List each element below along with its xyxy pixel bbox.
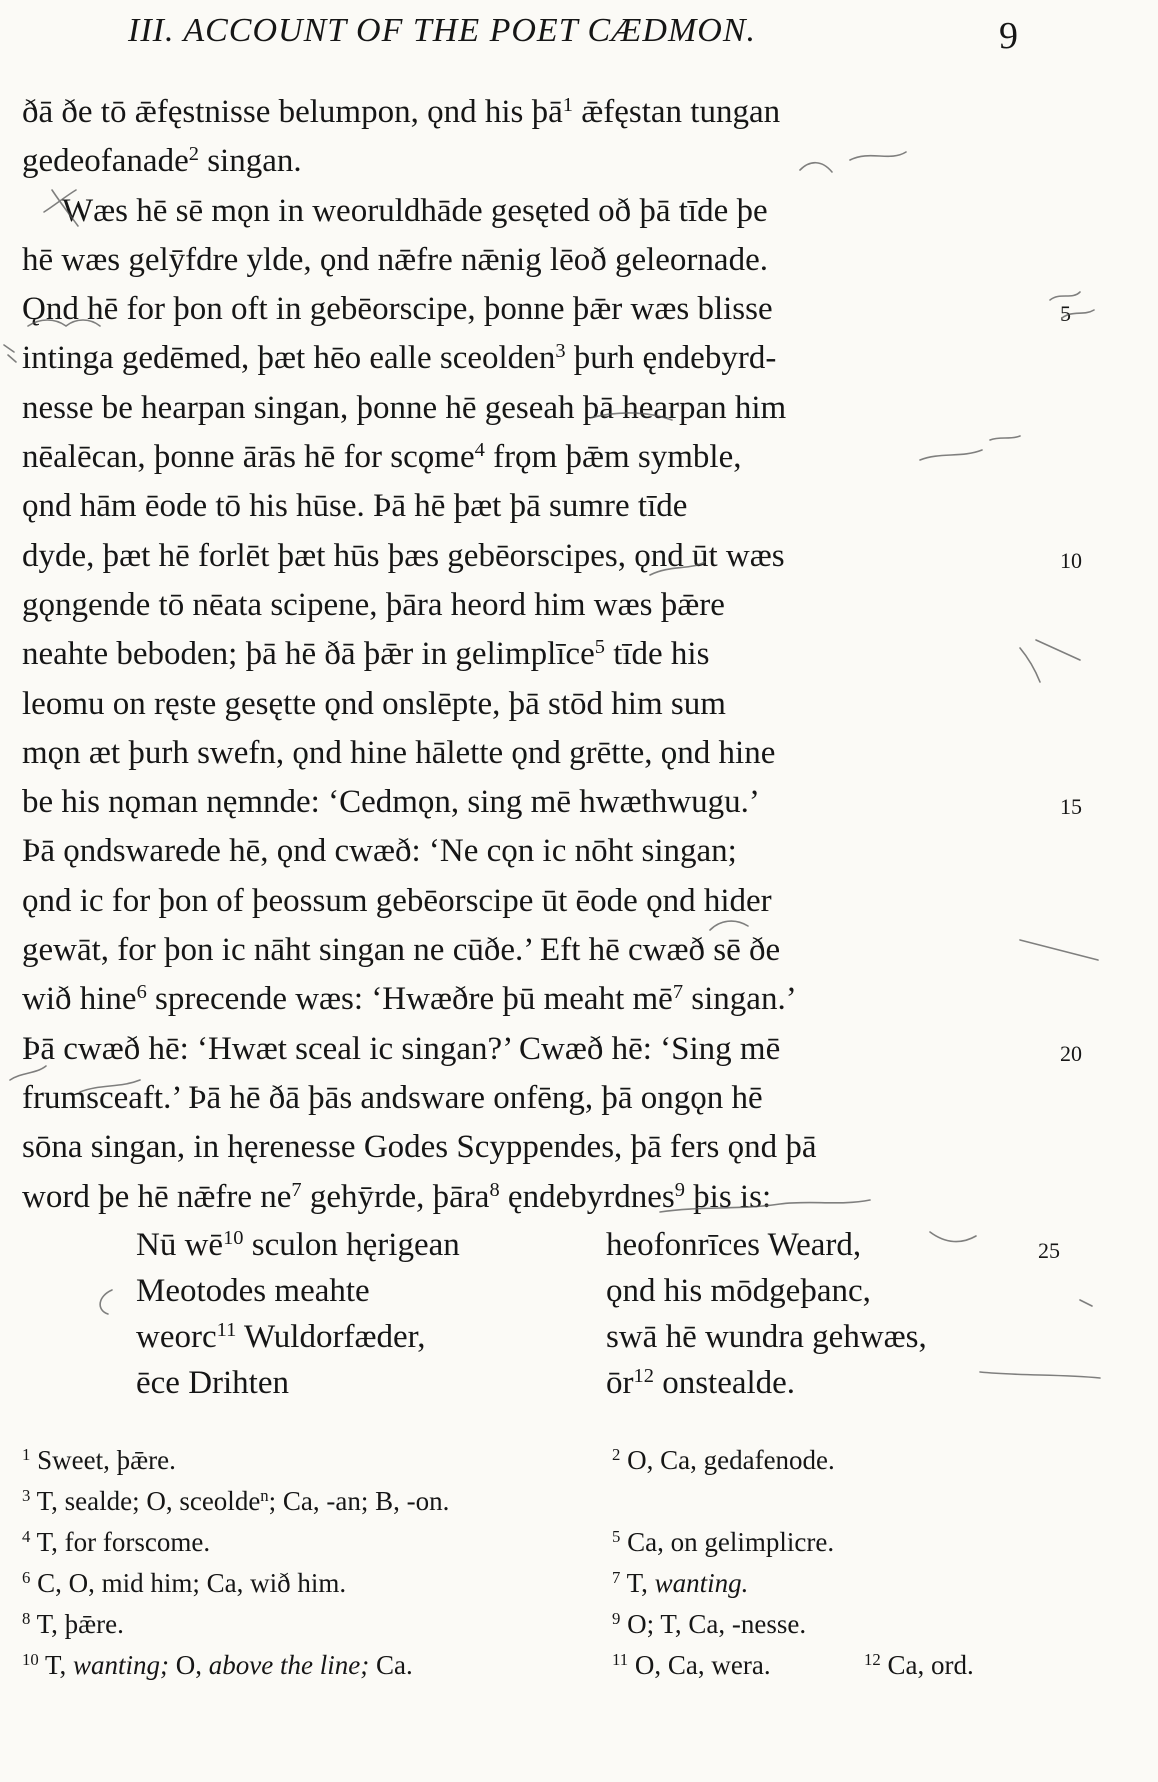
prose-line <box>22 926 1022 975</box>
footnote-row <box>22 1522 1032 1563</box>
prose-line <box>22 187 1022 236</box>
prose-line <box>22 236 1022 285</box>
line-number: 10 <box>1060 547 1082 573</box>
footnote-row <box>22 1645 1032 1686</box>
prose-line-text: frumsceaft.’ Þā hē ðā þās andsware onfēng, þā ongǫn hē <box>22 1079 763 1116</box>
footnote-row <box>22 1563 1032 1604</box>
prose-line <box>22 285 1071 334</box>
prose-line-text: Wæs hē sē mǫn in weoruldhāde gesęted oð þā tīde þe <box>62 192 768 229</box>
prose-line <box>22 384 1022 433</box>
footnote-row <box>22 1481 1032 1522</box>
footnote: $^{12}$ Ca, ord. <box>864 1649 974 1680</box>
footnote: $^9$ O; T, Ca, -nesse. <box>612 1608 807 1639</box>
footnote: $^{10}$ T, wanting; O, above the line; Ca. <box>22 1649 413 1680</box>
prose-line <box>22 975 1022 1024</box>
caedmons-hymn <box>136 1222 1060 1406</box>
footnote: $^1$ Sweet, þǣre. <box>22 1444 176 1475</box>
prose-line-text: dyde, þæt hē forlēt þæt hūs þæs gebēorscipes, ǫnd ūt wæs <box>22 537 785 574</box>
page-header <box>128 6 1028 58</box>
pencil-mark <box>1020 648 1040 682</box>
prose-line-text: mǫn æt þurh swefn, ǫnd hine hālette ǫnd grētte, ǫnd hine <box>22 734 776 771</box>
verse-half-line-a: Meotodes meahte <box>136 1273 370 1309</box>
line-number: 5 <box>1060 301 1071 327</box>
footnote: $^7$ T, wanting. <box>612 1567 749 1598</box>
pencil-mark <box>1050 292 1094 318</box>
footnote: $^3$ T, sealde; O, sceolde$^n$; Ca, -an; B, -on. <box>22 1485 450 1516</box>
footnotes <box>22 1440 1032 1686</box>
verse-line <box>136 1360 1036 1406</box>
prose-line <box>22 827 1022 876</box>
verse-line <box>136 1222 1060 1268</box>
verse-half-line-a: Nū $wē^{10}$ sculon hęrigean <box>136 1226 460 1263</box>
prose-line <box>22 482 1022 531</box>
footnote-row <box>22 1440 1032 1481</box>
prose-line-text: nēalēcan, þonne ārās hē for scǫme$^4$ frǫm þǣm symble, <box>22 438 742 476</box>
prose-line <box>22 137 1022 186</box>
prose-line <box>22 1025 1082 1074</box>
verse-half-line-b: ǫnd his mōdgeþanc, <box>606 1273 871 1309</box>
prose-line <box>22 877 1022 926</box>
page-number: 9 <box>999 15 1018 57</box>
footnote: $^5$ Ca, on gelimplicre. <box>612 1526 835 1557</box>
footnote: $^6$ C, O, mid him; Ca, wið him. <box>22 1567 347 1598</box>
prose-line-text: ǫnd hām ēode tō his hūse. Þā hē þæt þā sumre tīde <box>22 488 688 525</box>
prose-line <box>22 1074 1022 1123</box>
prose-line-text: gǫngende tō nēata scipene, þāra heord him wæs þǣre <box>22 586 725 623</box>
prose-line <box>22 433 1022 482</box>
prose-line <box>22 532 1082 581</box>
pencil-mark <box>1020 940 1098 960</box>
verse-half-line-b: $ōr^{12}$ onstealde. <box>606 1364 796 1401</box>
running-head: III. ACCOUNT OF THE POET CÆDMON. <box>128 12 757 49</box>
prose-line <box>22 334 1022 383</box>
pencil-mark <box>100 1290 112 1314</box>
verse-half-line-b: heofonrīces Weard, <box>606 1227 862 1263</box>
prose-line-text: sōna singan, in hęrenesse Godes Scyppendes, þā fers ǫnd þā <box>22 1129 817 1166</box>
pencil-mark <box>4 345 16 362</box>
pencil-mark <box>1080 1300 1092 1306</box>
prose-line-text: Þā cwæð hē: ‘Hwæt sceal ic singan?’ Cwæð hē: ‘Sing mē <box>22 1030 781 1067</box>
prose-line <box>22 1123 1022 1172</box>
footnote-row <box>22 1604 1032 1645</box>
prose-line-text: leomu on ręste gesętte ǫnd onslēpte, þā stōd him sum <box>22 685 726 722</box>
footnote: $^8$ T, þǣre. <box>22 1608 124 1639</box>
verse-half-line-a: weorc$^{11}$ Wuldorfæder, <box>136 1318 426 1355</box>
footnote: $^{11}$ O, Ca, wera. <box>612 1649 771 1680</box>
verse-line <box>136 1314 1036 1360</box>
verse-half-line-a: ēce Drihten <box>136 1365 289 1401</box>
prose-line <box>22 88 1022 137</box>
prose-line-text: gedeofanade$^2$ singan. <box>22 143 302 180</box>
footnote: $^2$ O, Ca, gedafenode. <box>612 1444 835 1475</box>
prose-line-text: Þā ǫndswarede hē, ǫnd cwæð: ‘Ne cǫn ic nōht singan; <box>22 833 737 870</box>
line-number: 20 <box>1060 1040 1082 1066</box>
verse-line <box>136 1268 1036 1314</box>
verse-half-line-b: swā hē wundra gehwæs, <box>606 1319 927 1355</box>
prose-line-text: ðā ðe tō ǣfęstnisse belumpon, ǫnd his $þā^1$ ǣfęstan tungan <box>22 93 781 130</box>
prose-line-text: be his nǫman nęmnde: ‘Cedmǫn, sing mē hwæthwugu.’ <box>22 784 760 821</box>
prose-line <box>22 581 1022 630</box>
prose-text <box>22 88 1082 1222</box>
prose-line-text: Ǫnd hē for þon oft in gebēorscipe, þonne þǣr wæs blisse <box>22 291 773 328</box>
prose-line <box>22 729 1022 778</box>
prose-line-text: nesse be hearpan singan, þonne hē geseah þā hearpan him <box>22 389 787 426</box>
prose-line <box>22 778 1082 827</box>
prose-line-text: wið hine$^6$ sprecende wæs: ‘Hwæðre þū meaht $mē^7$ singan.’ <box>22 981 797 1018</box>
footnote: $^4$ T, for forscome. <box>22 1526 211 1557</box>
prose-line <box>22 680 1022 729</box>
prose-line <box>22 630 1022 679</box>
prose-line <box>22 1173 1022 1222</box>
prose-line-text: hē wæs gelȳfdre ylde, ǫnd nǣfre nǣnig lēoð geleornade. <box>22 241 768 278</box>
prose-line-text: word þe hē nǣfre $ne^7$ gehȳrde, þāra$^8$ ęndebyrdnes$^9$ þis is: <box>22 1178 772 1215</box>
prose-line-text: gewāt, for þon ic nāht singan ne cūðe.’ Eft hē cwæð sē ðe <box>22 932 781 969</box>
prose-line-text: neahte beboden; þā hē ðā þǣr in gelimplīce$^5$ tīde his <box>22 636 710 673</box>
prose-line-text: ǫnd ic for þon of þeossum gebēorscipe ūt ēode ǫnd hider <box>22 882 772 919</box>
pencil-mark <box>1036 640 1080 660</box>
line-number: 25 <box>1038 1238 1060 1263</box>
prose-line-text: intinga gedēmed, þæt hēo ealle sceolden$^3$ þurh ęndebyrd- <box>22 340 777 377</box>
line-number: 15 <box>1060 794 1082 820</box>
